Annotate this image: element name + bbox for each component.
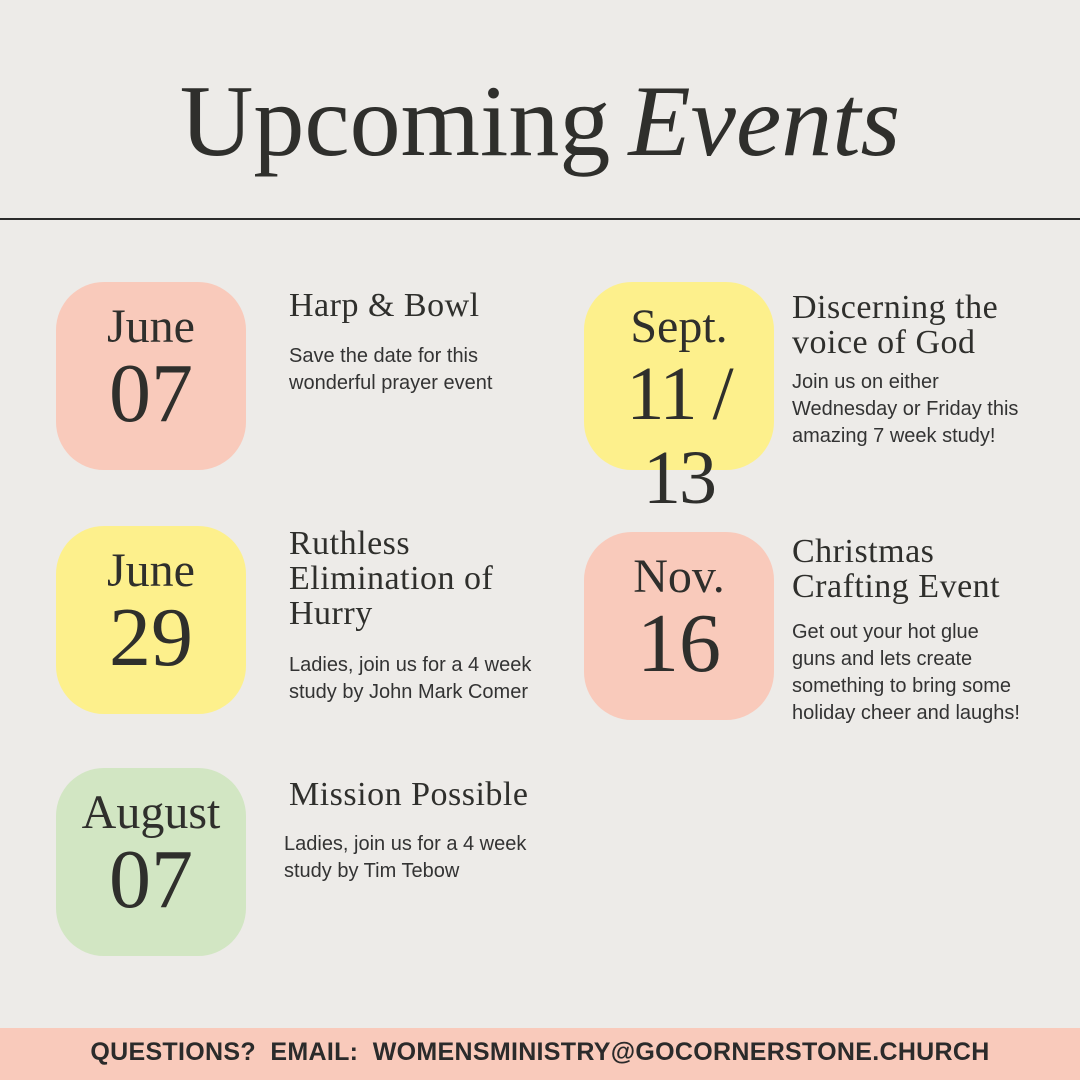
event-title: Ruthless Elimination of Hurry xyxy=(289,525,494,632)
event-description: Ladies, join us for a 4 week study by Tim Tebow xyxy=(284,833,527,882)
event-day: 16 xyxy=(637,597,721,690)
event-month: Nov. xyxy=(633,550,725,603)
event-description: Ladies, join us for a 4 week study by John Mark Comer xyxy=(289,654,532,703)
header-divider xyxy=(0,218,1080,220)
title-italic: Events xyxy=(628,65,901,178)
event-day: 29 xyxy=(109,591,193,684)
page-title xyxy=(0,62,1080,182)
event-date-badge xyxy=(56,282,246,470)
event-month: June xyxy=(107,300,195,353)
contact-footer: QUESTIONS? EMAIL: WOMENSMINISTRY@GOCORNERSTONE.CHURCH xyxy=(0,1028,1080,1080)
title-plain: Upcoming xyxy=(179,65,611,178)
event-description: Join us on either Wednesday or Friday this amazing 7 week study! xyxy=(792,371,1019,447)
event-date-badge xyxy=(584,532,774,720)
event-title: Discerning the voice of God xyxy=(792,289,999,361)
event-date-badge xyxy=(56,768,246,956)
event-date-badge xyxy=(56,526,246,714)
event-date-badge xyxy=(584,282,774,520)
event-day: 07 xyxy=(109,347,193,440)
event-month: Sept. xyxy=(630,300,728,353)
event-title: Mission Possible xyxy=(289,776,529,813)
event-day: 07 xyxy=(109,833,193,926)
event-title: Christmas Crafting Event xyxy=(792,533,1001,605)
event-month: August xyxy=(81,786,221,839)
event-description: Get out your hot glue guns and lets create something to bring some holiday cheer and laughs! xyxy=(792,621,1020,724)
event-description: Save the date for this wonderful prayer event xyxy=(289,345,493,394)
event-month: June xyxy=(107,544,195,597)
event-title: Harp & Bowl xyxy=(289,287,480,324)
event-day: 11 / 13 xyxy=(626,352,732,520)
